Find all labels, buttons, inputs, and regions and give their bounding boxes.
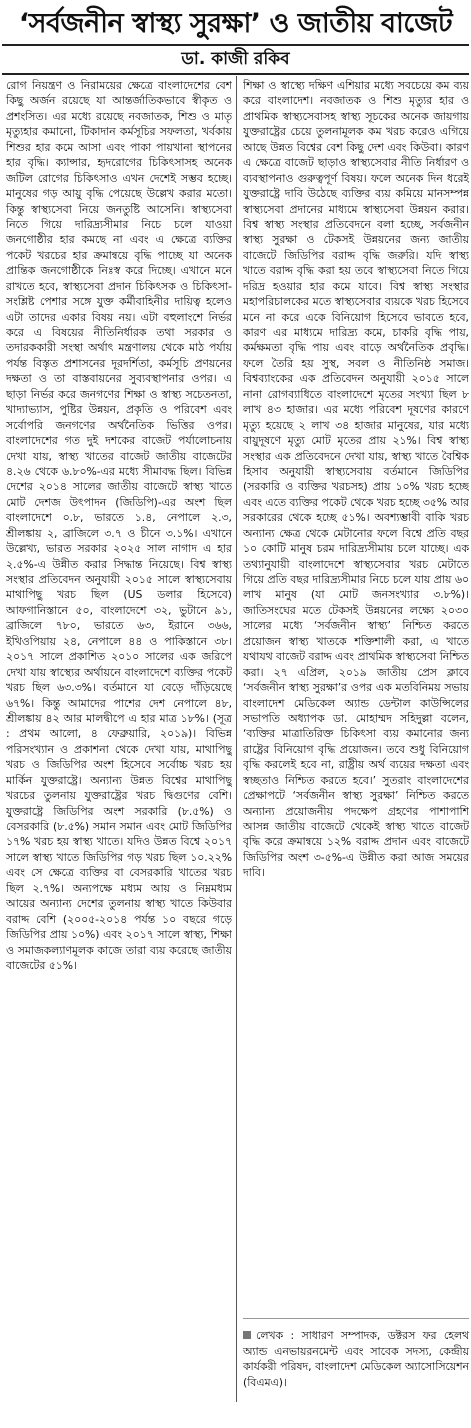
author-note bbox=[243, 1328, 469, 1390]
column-divider bbox=[236, 76, 237, 1402]
byline-divider bbox=[2, 73, 469, 75]
article-title: ‘সর্বজনীন স্বাস্থ্য সুরক্ষা’ ও জাতীয় বাজেট bbox=[18, 8, 453, 39]
column-right-text: শিক্ষা ও স্বাস্থ্যে দক্ষিণ এশিয়ার মধ্যে সবচেয়ে কম ব্যয় করে বাংলাদেশ। নবজাতক ও শিশু মৃত্যুর হার ও প্রাথমিক স্বাস্থ্যসেবাসহ স্বাস্থ্য সূচকের অনেক জায়গায় যুক্তরাষ্ট্রের চেয়ে তুলনামূলক কম খরচ করেও এগিয়ে আছে উন্নত বিশ্বের বেশ কিছু দেশ এবং কিউবা। কারণ এ ক্ষেত্রে বাজেট ছাড়াও স্বাস্থ্যসেবার নীতি নির্ধারণ ও ব্যবস্থাপনাও গুরুত্বপূর্ণ বিষয়। ফলে অনেক দিন ধরেই যুক্তরাষ্ট্রে দাবি উঠেছে ব্যক্তির ব্যয় কমিয়ে মানসম্পন্ন স্বাস্থ্যসেবা প্রদানের মাধ্যমে স্বাস্থ্যসেবা উন্নয়ন করার। বিশ্ব স্বাস্থ্য সংস্থার প্রতিবেদনে বলা হচ্ছে, সর্বজনীন স্বাস্থ্য সুরক্ষা ও টেকসই উন্নয়নের জন্য জাতীয় বাজেটে জিডিপির বরাদ্দ বৃদ্ধি জরুরি। যদি স্বাস্থ্য খাতে বরাদ্দ বৃদ্ধি করা হয় তবে স্বাস্থ্যসেবা নিতে গিয়ে দরিদ্র হওয়ার হার কমে যাবে। বিশ্ব স্বাস্থ্য সংস্থার মহাপরিচালকের মতে স্বাস্থ্যসেবার ব্যয়কে খরচ হিসেবে মনে না করে একে বিনিয়োগ হিসেবে ভাবতে হবে, কারণ এর মাধ্যমে দারিদ্র্য কমে, চাকরি বৃদ্ধি পায়, কর্মক্ষমতা বৃদ্ধি পায় এবং বাড়ে অর্থনৈতিক প্রবৃদ্ধি। ফলে তৈরি হয় সুস্থ, সবল ও নীতিনিষ্ঠ সমাজ। বিশ্বব্যাংকের এক প্রতিবেদন অনুযায়ী ২০১৫ সালে নানা রোগব্যাধিতে বাংলাদেশে মৃতের সংখ্যা ছিল ৮ লাখ ৪৩ হাজার। এর মধ্যে পরিবেশ দূষণের কারণে মৃত্যু হয়েছে ২ লাখ ৩৪ হাজার মানুষের, যার মধ্যে বায়ুদূষণে মৃত্যু মোট মৃতের প্রায় ২১%। বিশ্ব স্বাস্থ্য সংস্থার এক প্রতিবেদনে দেখা যায়, স্বাস্থ্য খাতে বৈশ্বিক হিসাব অনুযায়ী স্বাস্থ্যসেবায় বর্তমানে জিডিপির (সরকারি ও ব্যক্তির খরচসহ) প্রায় ১০% খরচ হচ্ছে এবং এতে ব্যক্তির পকেট থেকে খরচ হচ্ছে ৩৫% আর সরকারের থেকে হচ্ছে ৫১%। অবশ্যম্ভাবী বাকি খরচ অন্যান্য ক্ষেত্র থেকে মেটানোর ফলে বিশ্বে প্রতি বছর ১০ কোটি মানুষ চরম দারিদ্র্যসীমায় চলে যাচ্ছে। এক তথ্যানুযায়ী বাংলাদেশে স্বাস্থ্যসেবার খরচ মেটাতে গিয়ে প্রতি বছর দারিদ্র্যসীমার নিচে চলে যায় প্রায় ৬০ লাখ মানুষ (যা মোট জনসংখ্যার ৩.৮%)। জাতিসংঘের মতে টেকসই উন্নয়নের লক্ষ্যে ২০৩০ সালের মধ্যে ‘সর্বজনীন স্বাস্থ্য’ নিশ্চিত করতে প্রয়োজন স্বাস্থ্য খাতকে শক্তিশালী করা, এ খাতে যথাযথ বাজেট বরাদ্দ এবং প্রাথমিক স্বাস্থ্যসেবা নিশ্চিত করা। ২৭ এপ্রিল, ২০১৯ জাতীয় প্রেস ক্লাবে ‘সর্বজনীন স্বাস্থ্য সুরক্ষা’র ওপর এক মতবিনিময় সভায় বাংলাদেশ মেডিকেল অ্যান্ড ডেন্টাল কাউন্সিলের সভাপতি অধ্যাপক ডা. মোহাম্মদ সহিদুল্লা বলেন, ‘ব্যক্তির মাত্রাতিরিক্ত চিকিৎসা ব্যয় কমানোর জন্য রাষ্ট্রের বিনিয়োগ বৃদ্ধি প্রয়োজন। তবে শুধু বিনিয়োগ বৃদ্ধি করলেই হবে না, রাষ্ট্রীয় অর্থ ব্যয়ের দক্ষতা এবং স্বচ্ছতাও নিশ্চিত করতে হবে।’ সুতরাং বাংলাদেশের প্রেক্ষাপটে ‘সর্বজনীন স্বাস্থ্য সুরক্ষা’ নিশ্চিত করতে অন্যান্য প্রয়োজনীয় পদক্ষেপ গ্রহণের পাশাপাশি আসন্ন জাতীয় বাজেটে থেকেই স্বাস্থ্য খাতে বাজেট বৃদ্ধি করে ক্রমান্বয়ে ১২% বরাদ্দ প্রদান এবং বাজেটে জিডিপির অংশ ৩-৫%-এ উন্নীত করা আজ সময়ের দাবি। bbox=[243, 79, 469, 880]
article-column-right bbox=[243, 78, 469, 1318]
square-bullet-icon bbox=[243, 1331, 251, 1339]
author-note-text: লেখক : সাধারণ সম্পাদক, ডক্টরস ফর হেলথ অ্যান্ড এনভায়রনমেন্ট এবং সাবেক সদস্য, কেন্দ্রীয় কার্যকরী পরিষদ, বাংলাদেশ মেডিকেল অ্যাসোসিয়েশন (বিএমএ)। bbox=[243, 1329, 469, 1389]
author-divider bbox=[243, 1318, 469, 1319]
column-left-text: রোগ নিয়ন্ত্রণ ও নিরাময়ের ক্ষেত্রে বাংলাদেশের বেশ কিছু অর্জন রয়েছে যা আন্তর্জাতিকভাবে স্বীকৃত ও প্রশংসিত। এর মধ্যে রয়েছে নবজাতক, শিশু ও মাতৃ মৃত্যুহার কমানো, টিকাদান কর্মসূচির সফলতা, খর্বকায় শিশুর হার কমে আসা এবং পাকা পায়খানা স্থাপনের হার বৃদ্ধি। ক্যান্সার, হৃদরোগের চিকিৎসাসহ অনেক জটিল রোগের চিকিৎসাও এখন দেশেই সম্ভব হচ্ছে। মানুষের গড় আয়ু বৃদ্ধি পেয়েছে উল্লেখ করার মতো। কিন্তু স্বাস্থ্যসেবা নিয়ে জনতুষ্টি আসেনি। স্বাস্থ্যসেবা নিতে গিয়ে দারিদ্র্যসীমার নিচে চলে যাওয়া জনগোষ্ঠীর হার কমছে না এবং এ ক্ষেত্রে ব্যক্তির পকেট খরচের হার ক্রমান্বয়ে বৃদ্ধি পাচ্ছে যা অনেক প্রান্তিক জনগোষ্ঠীকে নিঃস্ব করে দিচ্ছে। এখানে মনে রাখতে হবে, স্বাস্থ্যসেবা প্রদান চিকিৎসক ও চিকিৎসা-সংশ্লিষ্ট পেশার সঙ্গে যুক্ত কর্মীবাহিনীর দায়িত্ব হলেও এটা তাদের একার বিষয় নয়। এটা বহুলাংশে নির্ভর করে এ বিষয়ের নীতিনির্ধারক তথা সরকার ও তদারককারী সংস্থা অর্থাৎ মন্ত্রণালয় থেকে মাঠ পর্যায় পর্যন্ত বিস্তৃত প্রশাসনের দূরদর্শিতা, কর্মসূচি প্রণয়নের দক্ষতা ও তা বাস্তবায়নের সুব্যবস্থাপনার ওপর। এ ছাড়া নির্ভর করে জনগণের শিক্ষা ও স্বাস্থ্য সচেতনতা, খাদ্যাভ্যাস, পুষ্টির উন্নয়ন, প্রকৃতি ও পরিবেশ এবং সর্বোপরি জনগণের অর্থনৈতিক ভিত্তির ওপর। বাংলাদেশের গত দুই দশকের বাজেট পর্যালোচনায় দেখা যায়, স্বাস্থ্য খাতের বাজেট জাতীয় বাজেটের ৪.২৬ থেকে ৬.৮০%-এর মধ্যে সীমাবদ্ধ ছিল। বিভিন্ন দেশের ২০১৪ সালের জাতীয় বাজেটে স্বাস্থ্য খাতে মোট দেশজ উৎপাদন (জিডিপি)-এর অংশ ছিল বাংলাদেশে ০.৮, ভারতে ১.৪, নেপালে ২.৩, শ্রীলঙ্কায় ২, ব্রাজিলে ৩.৭ ও চীনে ৩.১%। এখানে উল্লেখ্য, ভারত সরকার ২০২৫ সাল নাগাদ এ হার ২.৫%-এ উন্নীত করার সিদ্ধান্ত নিয়েছে। বিশ্ব স্বাস্থ্য সংস্থার প্রতিবেদন অনুযায়ী ২০১৫ সালে স্বাস্থ্যসেবায় মাথাপিছু খরচ ছিল (US ডলার হিসেবে) আফগানিস্তানে ৫০, বাংলাদেশে ৩২, ভুটানে ৯১, ব্রাজিলে ৭৮০, ভারতে ৬৩, ইরানে ৩৬৬, ইথিওপিয়ায় ২৪, নেপালে ৪৪ ও পাকিস্তানে ৩৮। ২০১৭ সালে প্রকাশিত ২০১০ সালের এক জরিপে দেখা যায় স্বাস্থ্যের অর্থায়নে বাংলাদেশে ব্যক্তির পকেট খরচ ছিল ৬৩.৩%। বর্তমানে যা বেড়ে দাঁড়িয়েছে ৬৭%। কিন্তু আমাদের পাশের দেশ নেপালে ৪৮, শ্রীলঙ্কায় ৪২ আর মালদ্বীপে এ হার মাত্র ১৮%। (সূত্র : প্রথম আলো, ৪ ফেব্রুয়ারি, ২০১৯)। বিভিন্ন পরিসংখ্যান ও প্রকাশনা থেকে দেখা যায়, মাথাপিছু খরচ ও জিডিপির অংশ হিসেবে সর্বোচ্চ খরচ হয় মার্কিন যুক্তরাষ্ট্রে। অন্যান্য উন্নত বিশ্বের মাথাপিছু খরচের তুলনায় যুক্তরাষ্ট্রের খরচ দ্বিগুণের বেশি। যুক্তরাষ্ট্রে জিডিপির অংশ সরকারি (৮.৫%) ও বেসরকারি (৮.৫%) সমান সমান এবং মোট জিডিপির ১৭% খরচ হয় স্বাস্থ্য খাতে। যদিও উন্নত বিশ্বে ২০১৭ সালে স্বাস্থ্য খাতে জিডিপির গড় খরচ ছিল ১০.২২% এবং সে ক্ষেত্রে ব্যক্তির বা বেসরকারি খাতের খরচ ছিল ২.৭%। অন্যপক্ষে মধ্যম আয় ও নিম্নমধ্যম আয়ের অন্যান্য দেশের তুলনায় স্বাস্থ্য খাতে কিউবার বরাদ্দ বেশি (২০০৫-২০১৪ পর্যন্ত ১০ বছরে গড়ে জিডিপির প্রায় ১০%) এবং ২০১৭ সালে স্বাস্থ্য, শিক্ষা ও সমাজকল্যাণমূলক কাজে তারা ব্যয় করেছে জাতীয় বাজেটের ৫১%। bbox=[6, 79, 232, 972]
title-divider bbox=[2, 44, 469, 46]
article-column-left bbox=[6, 78, 232, 1400]
article-byline: ডা. কাজী রকিব bbox=[181, 49, 290, 69]
